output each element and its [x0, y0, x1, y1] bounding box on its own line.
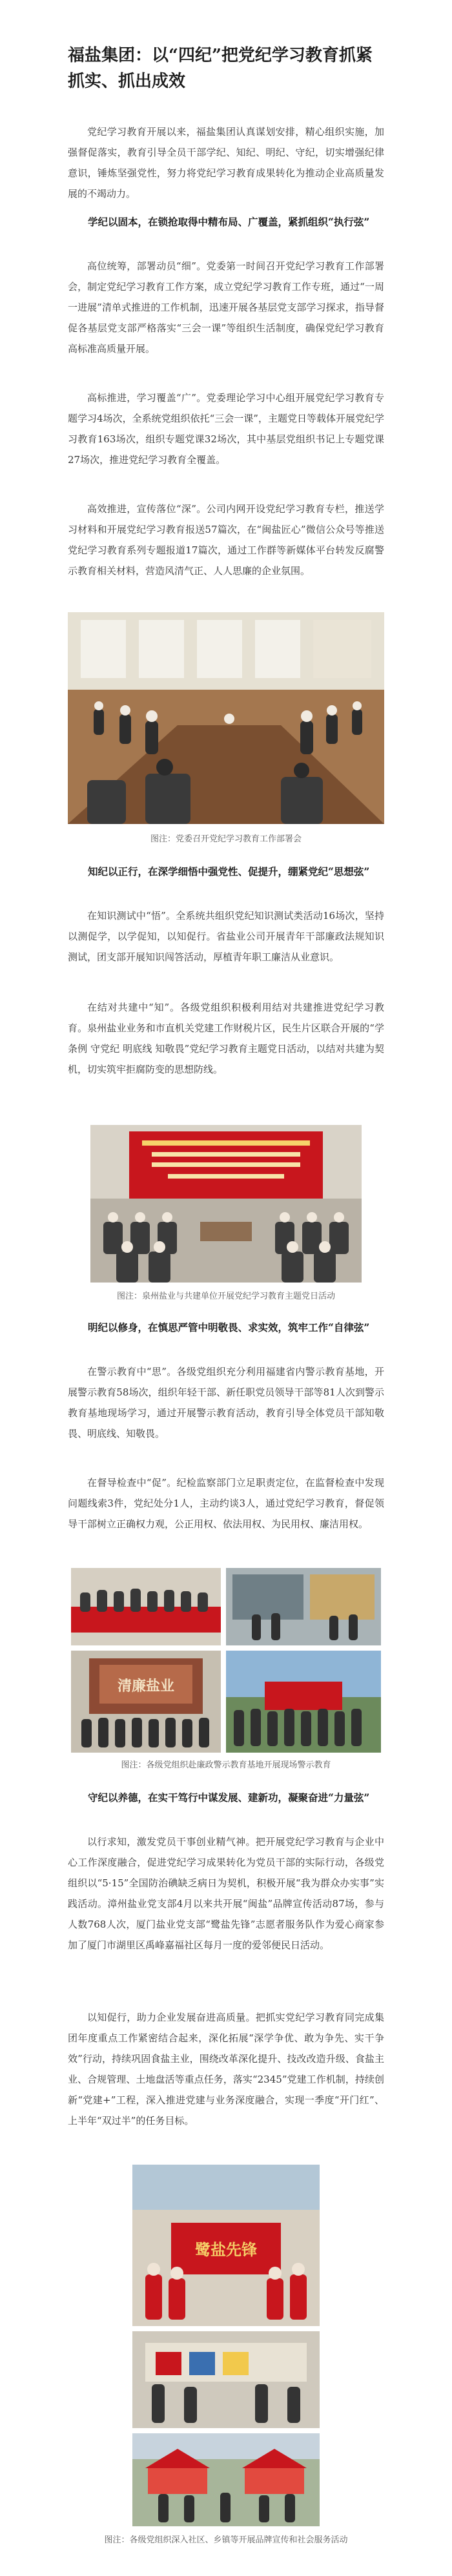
section-3-paragraph-1: 在警示教育中“思”。各级党组织充分利用福建省内警示教育基地，开展警示教育58场次，组织年轻干部、新任职党员领导干部等81人次到警示教育基地现场学习，通过开展警示教育活动，教育引导全体党员干部知敬畏、明底线、知敬畏。 — [68, 1366, 384, 1439]
section-heading-1: 学纪以固本，在锁抢取得中精布局、广覆盖，紧抓组织“执行弦” — [88, 216, 370, 228]
section-1-paragraph-1: 高位统筹，部署动员“细”。党委第一时间召开党纪学习教育工作部署会，制定党纪学习教育工作方案，成立党纪学习教育工作专班，通过“一周一进展”清单式推进的工作机制，迅速开展各基层党支部学习探求，指导督促各基层党支部严格落实“三会一课”等组织生活制度，确保党纪学习教育高标准高质量开展。 — [68, 260, 384, 355]
caption-3: 图注：各级党组织赴廉政警示教育基地开展现场警示教育 — [121, 1760, 331, 1770]
caption-4: 图注：各级党组织深入社区、乡镇等开展品牌宣传和社会服务活动 — [104, 2535, 348, 2545]
section-3-paragraph-2: 在督导检查中“促”。纪检监察部门立足职责定位，在监督检查中发现问题线索3件，党纪处分1人，主动约谈3人，通过党纪学习教育，督促领导干部树立正确权力观，公正用权、依法用权、为民用权、廉洁用权。 — [68, 1477, 384, 1530]
article-title: 福盐集团：以“四纪”把党纪学习教育抓紧抓实、抓出成效 — [68, 46, 373, 91]
section-4-paragraph-2: 以知促行，助力企业发展奋进高质量。把抓实党纪学习教育同完成集团年度重点工作紧密结合起来，深化拓展“深学争优、敢为争先、实干争效”行动，持续巩固食盐主业，围绕改革深化提升、技改改造升级、食盐主业、合规管理、土地盘活等重点任务，落实“2345”党建工作机制，持续创新“党建+”工程，深入推进党建与业务深度融合，实现一季度“开门红”、上半年“双过半”的任务目标。 — [68, 2012, 384, 2127]
photo-collage-warning-education — [71, 1568, 381, 1753]
caption-2: 图注：泉州盐业与共建单位开展党纪学习教育主题党日活动 — [116, 1292, 335, 1301]
section-heading-3: 明纪以修身，在慎思严管中明敬畏、求实效，筑牢工作“自律弦” — [88, 1321, 370, 1334]
section-2-paragraph-1: 在知识测试中“悟”。全系统共组织党纪知识测试类活动16场次，坚持以测促学，以学促知，以知促行。省盐业公司开展青年干部廉政法规知识测试，团支部开展知识闯答活动，厚植青年职工廉洁从业意识。 — [68, 910, 384, 963]
section-heading-2: 知纪以正行，在深学细悟中强党性、促提升，绷紧党纪“思想弦” — [88, 865, 370, 878]
photo-community-service — [132, 2165, 320, 2526]
section-1-paragraph-2: 高标推进，学习覆盖“广”。党委理论学习中心组开展党纪学习教育专题学习4场次，全系统党组织依托“三会一课”，主题党日等载体开展党纪学习教育163场次，组织专题党课32场次，其中基层党组织书记上专题党课27场次，推进党纪学习教育全覆盖。 — [68, 392, 384, 466]
flag-text: 鹭盐先锋 — [195, 2240, 257, 2259]
caption-1: 图注：党委召开党纪学习教育工作部署会 — [150, 834, 302, 844]
photo-party-day-event — [90, 1125, 362, 1283]
section-1-paragraph-3: 高效推进，宣传落位“深”。公司内网开设党纪学习教育专栏，推送学习材料和开展党纪学习教育报送57篇次，在“闽盐匠心”微信公众号等推送党纪学习教育系列专题报道17篇次，通过工作群等新媒体平台转发反腐警示教育相关材料，营造风清气正、人人思廉的企业氛围。 — [68, 503, 384, 577]
collage-banner-text: 清廉盐业 — [117, 1678, 175, 1695]
section-2-paragraph-2: 在结对共建中“知”。各级党组织积极利用结对共建推进党纪学习教育。泉州盐业业务和市直机关党建工作财税片区，民生片区联合开展的“学条例 守党纪 明底线 知敬畏”党纪学习教育主题党日活动，以结对共建为契机，切实筑牢拒腐防变的思想防线。 — [68, 1002, 384, 1075]
intro-paragraph: 党纪学习教育开展以来，福盐集团认真谋划安排，精心组织实施，加强督促落实，教育引导全员干部学纪、知纪、明纪、守纪，切实增强纪律意识，锤炼坚强党性，努力将党纪学习教育成果转化为推动企业高质量发展的不竭动力。 — [68, 126, 384, 200]
photo-meeting-room — [68, 612, 384, 824]
section-heading-4: 守纪以养德，在实干笃行中谋发展、建新功，凝聚奋进“力量弦” — [88, 1791, 370, 1804]
section-4-paragraph-1: 以行求知，激发党员干事创业精气神。把开展党纪学习教育与企业中心工作深度融合，促进党纪学习成果转化为党员干部的实际行动，各级党组织以“5·15”全国防治碘缺乏病日为契机，积极开展“我为群众办实事”实践活动。漳州盐业党支部4月以来共开展“闽盐”品牌宣传活动87场，参与人数768人次，厦门盐业党支部“鹭盐先锋”志愿者服务队作为爱心商家参加了厦门市湖里区禹峰嘉福社区每月一度的爱邻便民日活动。 — [68, 1836, 384, 1951]
